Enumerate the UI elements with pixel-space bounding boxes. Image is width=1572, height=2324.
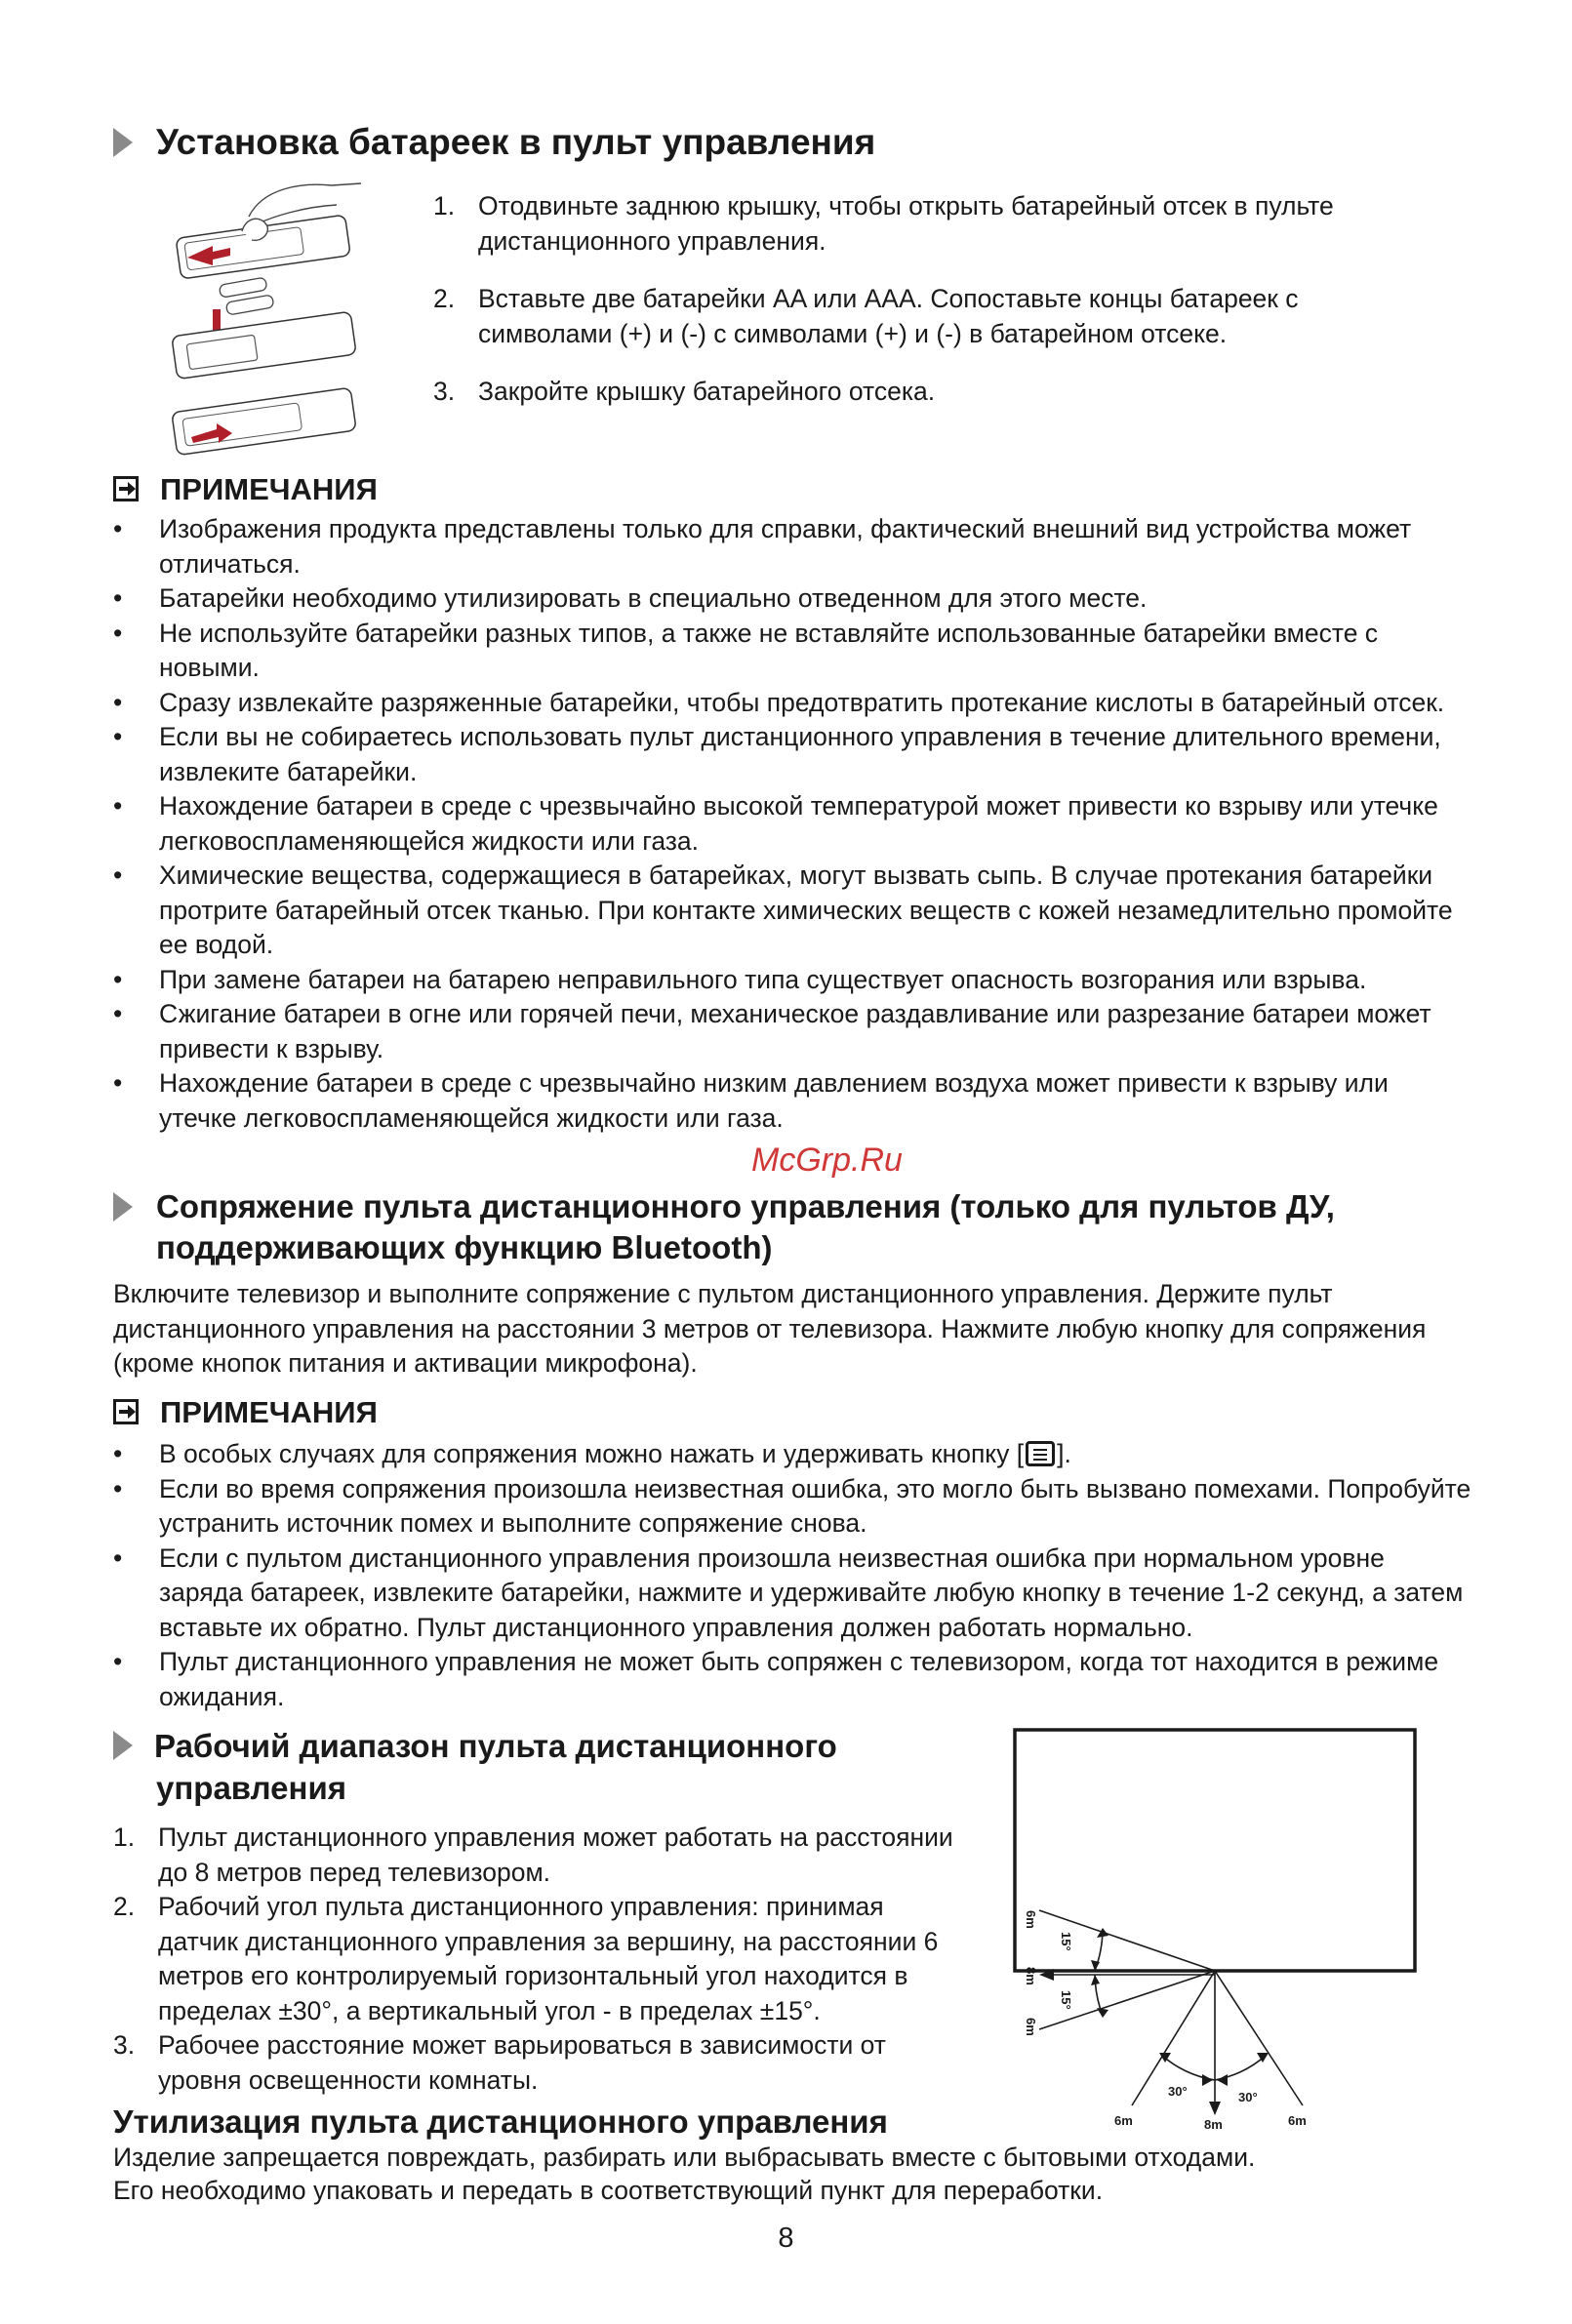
note-arrow-icon — [113, 1399, 139, 1424]
disposal-line1: Изделие запрещается повреждать, разбирать или выбрасывать вместе с бытовыми отходами. — [113, 2143, 1256, 2172]
label-6m-bottom-right: 6m — [1288, 2113, 1307, 2128]
heading-triangle-icon — [113, 1731, 133, 1760]
label-30-left: 30° — [1168, 2084, 1188, 2099]
section-title-line2: управления — [156, 1770, 347, 1806]
list-item: • Не используйте батарейки разных типов, а также не вставляйте использованные батарейки вместе с новыми. — [113, 617, 1471, 686]
list-item: • Сразу извлекайте разряженные батарейки, чтобы предотвратить протекание кислоты в батарейный отсек. — [113, 686, 1471, 721]
tv-screen — [1015, 1730, 1415, 1971]
list-item: • В особых случаях для сопряжения можно нажать и удерживать кнопку [ ]. — [113, 1437, 1471, 1472]
label-15-top: 15° — [1059, 1932, 1073, 1951]
section-title-line2: поддерживающих функцию Bluetooth) — [156, 1229, 773, 1265]
label-6m-bottom: 6m — [1024, 2018, 1038, 2036]
section-title-line1: Сопряжение пульта дистанционного управления (только для пультов ДУ, — [156, 1188, 1335, 1224]
label-15-bottom: 15° — [1059, 1990, 1073, 2010]
label-6m-bottom-left: 6m — [1114, 2113, 1133, 2128]
label-6m-top: 6m — [1024, 1910, 1038, 1929]
remote-open-cover — [176, 183, 361, 279]
pairing-body: Включите телевизор и выполните сопряжение с пультом дистанционного управления. Держите пульт дистанционного управления на расстоянии 3 метров от телевизора. Нажмите любую кнопку для сопряжения (кроме кнопок питания и активации микрофона). — [113, 1279, 1427, 1378]
disposal-line2: Его необходимо упаковать и передать в соответствующий пункт для переработки. — [113, 2176, 1104, 2205]
notes1-list — [113, 512, 1471, 1136]
list-item: • Если во время сопряжения произошла неизвестная ошибка, это могло быть вызвано помехами. Попробуйте устранить источник помех и выполните сопряжение снова. — [113, 1472, 1471, 1542]
list-item: 2. Вставьте две батарейки AA или AAA. Сопоставьте концы батареек с символами (+) и (-) с символами (+) и (-) в батарейном отсеке. — [433, 284, 1299, 348]
remote-range-diagram — [1005, 1725, 1434, 2140]
list-item: 1. Отодвиньте заднюю крышку, чтобы открыть батарейный отсек в пульте дистанционного управления. — [433, 191, 1334, 256]
section-range-heading — [113, 1725, 991, 1809]
remote-closed-cover — [172, 387, 356, 455]
label-30-right: 30° — [1238, 2090, 1258, 2104]
notes-title: ПРИМЕЧАНИЯ — [160, 472, 378, 506]
list-item: • Сжигание батареи в огне или горячей печи, механическое раздавливание или разрезание батареи может привести к взрыву. — [113, 997, 1471, 1066]
heading-triangle-icon — [113, 1192, 133, 1222]
range-steps-list — [113, 1821, 962, 2098]
section-disposal-heading: Утилизация пульта дистанционного управления — [113, 2104, 888, 2140]
watermark: McGrp.Ru — [751, 1142, 903, 1179]
page-number: 8 — [778, 2223, 794, 2254]
list-item: • Если с пультом дистанционного управления произошла неизвестная ошибка при нормальном уровне заряда батареек, извлеките батарейки, нажмите и удерживайте любую кнопку в течение 1-2 секунд, а затем вставьте их обратно. Пульт дистанционного управления должен работать нормально. — [113, 1542, 1471, 1646]
section-title: Установка батареек в пульт управления — [156, 122, 876, 162]
list-item: • Изображения продукта представлены только для справки, фактический внешний вид устройства может отличаться. — [113, 512, 1471, 581]
note-arrow-icon — [113, 476, 139, 501]
list-item: 1. Пульт дистанционного управления может работать на расстоянии до 8 метров перед телевизором. — [113, 1823, 953, 1887]
label-8m-left: 8m — [1024, 1967, 1038, 1985]
list-item: • Пульт дистанционного управления не может быть сопряжен с телевизором, когда тот находится в режиме ожидания. — [113, 1645, 1471, 1714]
list-item: • Химические вещества, содержащиеся в батарейках, могут вызвать сыпь. В случае протекания батарейки протрите батарейный отсек тканью. При контакте химических веществ с кожей незамедлительно промойте ее водой. — [113, 859, 1471, 963]
notes2-list — [113, 1437, 1471, 1714]
list-item: • При замене батареи на батарею неправильного типа существует опасность возгорания или взрыва. — [113, 963, 1471, 998]
list-item: • Нахождение батареи в среде с чрезвычайно высокой температурой может привести ко взрыву или утечке легковоспламеняющейся жидкости или газа. — [113, 789, 1471, 859]
list-item: • Нахождение батареи в среде с чрезвычайно низким давлением воздуха может привести к взрыву или утечке легковоспламеняющейся жидкости или газа. — [113, 1066, 1471, 1136]
section-pairing-heading — [113, 1186, 1479, 1268]
battery-steps-list — [433, 189, 1438, 410]
list-item: • Если вы не собираетесь использовать пульт дистанционного управления в течение длительного времени, извлеките батарейки. — [113, 720, 1471, 789]
list-item: 3. Закройте крышку батарейного отсека. — [433, 377, 936, 406]
label-8m-bottom: 8m — [1204, 2117, 1223, 2132]
list-item: 3. Рабочее расстояние может варьироваться в зависимости от уровня освещенности комнаты. — [113, 2030, 886, 2095]
menu-button-icon — [1026, 1441, 1055, 1466]
section-title-line1: Рабочий диапазон пульта дистанционного — [154, 1728, 837, 1764]
list-item: 2. Рабочий угол пульта дистанционного управления: принимая датчик дистанционного управления за вершину, на расстоянии 6 метров его контролируемый горизонтальный угол находится в пределах ±30°, а вертикальный угол - в пределах ±15°. — [113, 1892, 939, 2025]
notes-title: ПРИМЕЧАНИЯ — [160, 1395, 378, 1429]
heading-triangle-icon — [113, 128, 133, 157]
list-item: • Батарейки необходимо утилизировать в специально отведенном для этого месте. — [113, 581, 1471, 617]
remote-open-compartment — [172, 311, 356, 379]
remote-battery-illustration — [166, 178, 381, 461]
